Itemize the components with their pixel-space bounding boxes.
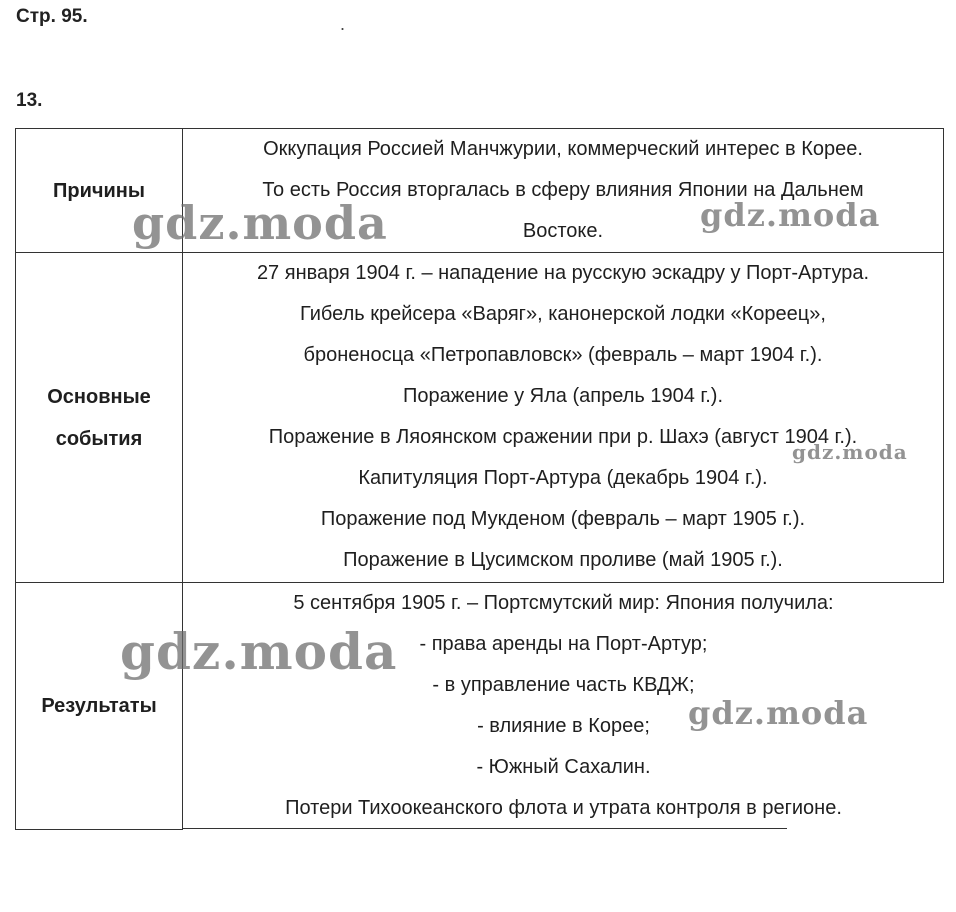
row-header-results bbox=[15, 583, 183, 830]
content-line: - права аренды на Порт-Артур; bbox=[419, 633, 708, 655]
content-line: Поражение в Ляоянском сражении при р. Шахэ (август 1904 г.). bbox=[268, 426, 858, 448]
content-line: Востоке. bbox=[522, 220, 604, 242]
watermark-logo: gdz.moda bbox=[700, 196, 881, 234]
content-line: 5 сентября 1905 г. – Портсмутский мир: Япония получила: bbox=[293, 592, 834, 614]
watermark-logo: gdz.moda bbox=[688, 694, 869, 732]
table-row-causes bbox=[15, 129, 944, 253]
content-line: - влияние в Корее; bbox=[477, 715, 650, 737]
watermark-logo: gdz.moda bbox=[120, 622, 398, 681]
content-line: Поражение под Мукденом (февраль – март 1905 г.). bbox=[320, 508, 806, 530]
content-line: 27 января 1904 г. – нападение на русскую эскадру у Порт-Артура. bbox=[256, 262, 870, 284]
content-line: - Южный Сахалин. bbox=[476, 756, 651, 778]
content-line: Поражение в Цусимском проливе (май 1905 г.). bbox=[343, 549, 783, 571]
content-line: броненосца «Петропавловск» (февраль – март 1904 г.). bbox=[303, 344, 823, 366]
watermark-logo: gdz.moda bbox=[132, 196, 388, 250]
row-header-causes bbox=[15, 129, 183, 252]
content-line: Поражение у Яла (апрель 1904 г.). bbox=[402, 385, 723, 407]
row-header-label: Причины bbox=[53, 179, 145, 202]
watermark-logo: gdz.moda bbox=[792, 440, 908, 464]
content-line: То есть Россия вторгалась в сферу влияния Японии на Дальнем bbox=[262, 179, 864, 201]
row-header-events bbox=[15, 253, 183, 582]
row-header-label: Основные bbox=[47, 385, 151, 408]
table-row-events bbox=[15, 253, 944, 583]
page-reference: Стр. 95. bbox=[16, 6, 88, 27]
stray-dot: . bbox=[340, 14, 346, 34]
content-line: Капитуляция Порт-Артура (декабрь 1904 г.). bbox=[358, 467, 768, 489]
row-content-results bbox=[183, 583, 944, 830]
content-line: Гибель крейсера «Варяг», канонерской лодки «Кореец», bbox=[300, 303, 826, 325]
task-number: 13. bbox=[16, 90, 43, 111]
content-line: Оккупация Россией Манчжурии, коммерческий интерес в Корее. bbox=[263, 138, 863, 160]
row-header-label: события bbox=[55, 427, 143, 450]
table-row-results bbox=[15, 583, 944, 830]
row-header-label: Результаты bbox=[41, 695, 157, 717]
content-line: - в управление часть КВДЖ; bbox=[432, 674, 695, 696]
row-content-events bbox=[183, 253, 944, 582]
history-table bbox=[15, 128, 944, 830]
row-content-causes bbox=[183, 129, 944, 252]
table-bottom-rule bbox=[183, 828, 787, 829]
content-line: Потери Тихоокеанского флота и утрата контроля в регионе. bbox=[285, 797, 842, 819]
